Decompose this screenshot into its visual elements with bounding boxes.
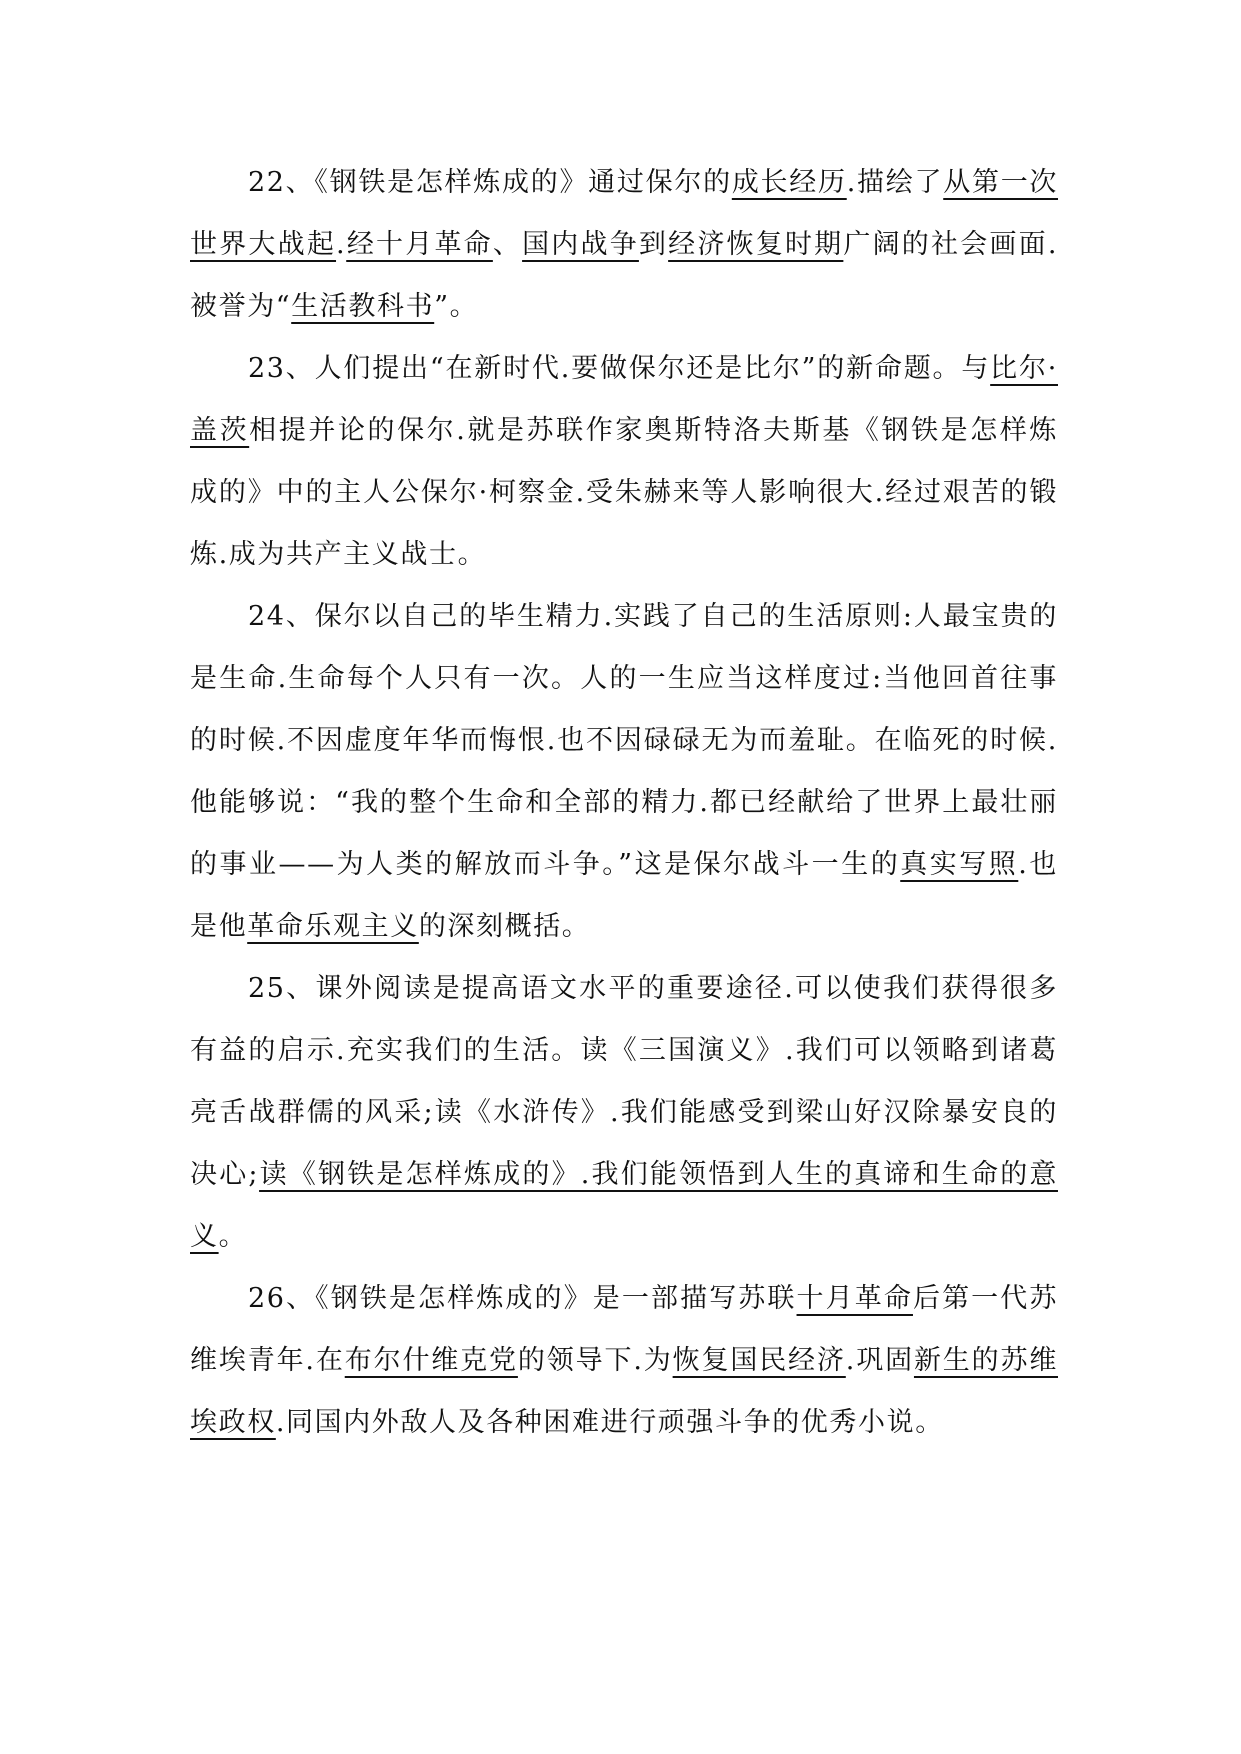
paragraph-23: 23、人们提出“在新时代.要做保尔还是比尔”的新命题。与比尔·盖茨相提并论的保尔.就是苏联作家奥斯特洛夫斯基《钢铁是怎样炼成的》中的主人公保尔·柯察金.受朱赫来等人影响很大.经过艰苦的锻炼.成为共产主义战士。: [190, 353, 1059, 570]
underlined-phrase: 读《钢铁是怎样炼成的》.我们能领悟到人生的真谛和生命的意义: [190, 1159, 1058, 1252]
document-page: [190, 152, 1058, 1454]
paragraph-25: 25、课外阅读是提高语文水平的重要途径.可以使我们获得很多有益的启示.充实我们的生活。读《三国演义》.我们可以领略到诸葛亮舌战群儒的风采;读《水浒传》.我们能感受到梁山好汉除暴安良的决心;读《钢铁是怎样炼成的》.我们能领悟到人生的真谛和生命的意义。: [190, 973, 1058, 1252]
underlined-phrase: 经济恢复时期: [668, 229, 844, 260]
underlined-phrase: 从第一次世界大战起: [190, 167, 1059, 260]
underlined-phrase: 恢复国民经济: [672, 1345, 846, 1376]
underlined-phrase: 新生的苏维埃政权: [190, 1345, 1058, 1438]
underlined-phrase: 比尔·盖茨: [190, 353, 1058, 446]
underlined-phrase: 成长经历: [731, 167, 847, 198]
paragraph-22: 22、《钢铁是怎样炼成的》通过保尔的成长经历.描绘了从第一次世界大战起.经十月革命、国内战争到经济恢复时期广阔的社会画面.被誉为“生活教科书”。: [190, 167, 1059, 322]
paragraph-26: 26、《钢铁是怎样炼成的》是一部描写苏联十月革命后第一代苏维埃青年.在布尔什维克党的领导下.为恢复国民经济.巩固新生的苏维埃政权.同国内外敌人及各种困难进行顽强斗争的优秀小说。: [190, 1283, 1059, 1438]
underlined-phrase: 国内战争: [522, 229, 639, 260]
underlined-phrase: 十月革命: [796, 1283, 913, 1314]
underlined-phrase: 布尔什维克党: [344, 1345, 518, 1376]
underlined-phrase: 经十月革命: [346, 229, 493, 260]
paragraph-24: 24、保尔以自己的毕生精力.实践了自己的生活原则:人最宝贵的是生命.生命每个人只有一次。人的一生应当这样度过:当他回首往事的时候.不因虚度年华而悔恨.也不因碌碌无为而羞耻。在临死的时候.他能够说：“我的整个生命和全部的精力.都已经献给了世界上最壮丽的事业——为人类的解放而斗争。”这是保尔战斗一生的真实写照.也是他革命乐观主义的深刻概括。: [190, 601, 1058, 942]
underlined-phrase: 真实写照: [900, 849, 1019, 880]
underlined-phrase: 生活教科书: [291, 291, 435, 322]
underlined-phrase: 革命乐观主义: [247, 911, 419, 942]
